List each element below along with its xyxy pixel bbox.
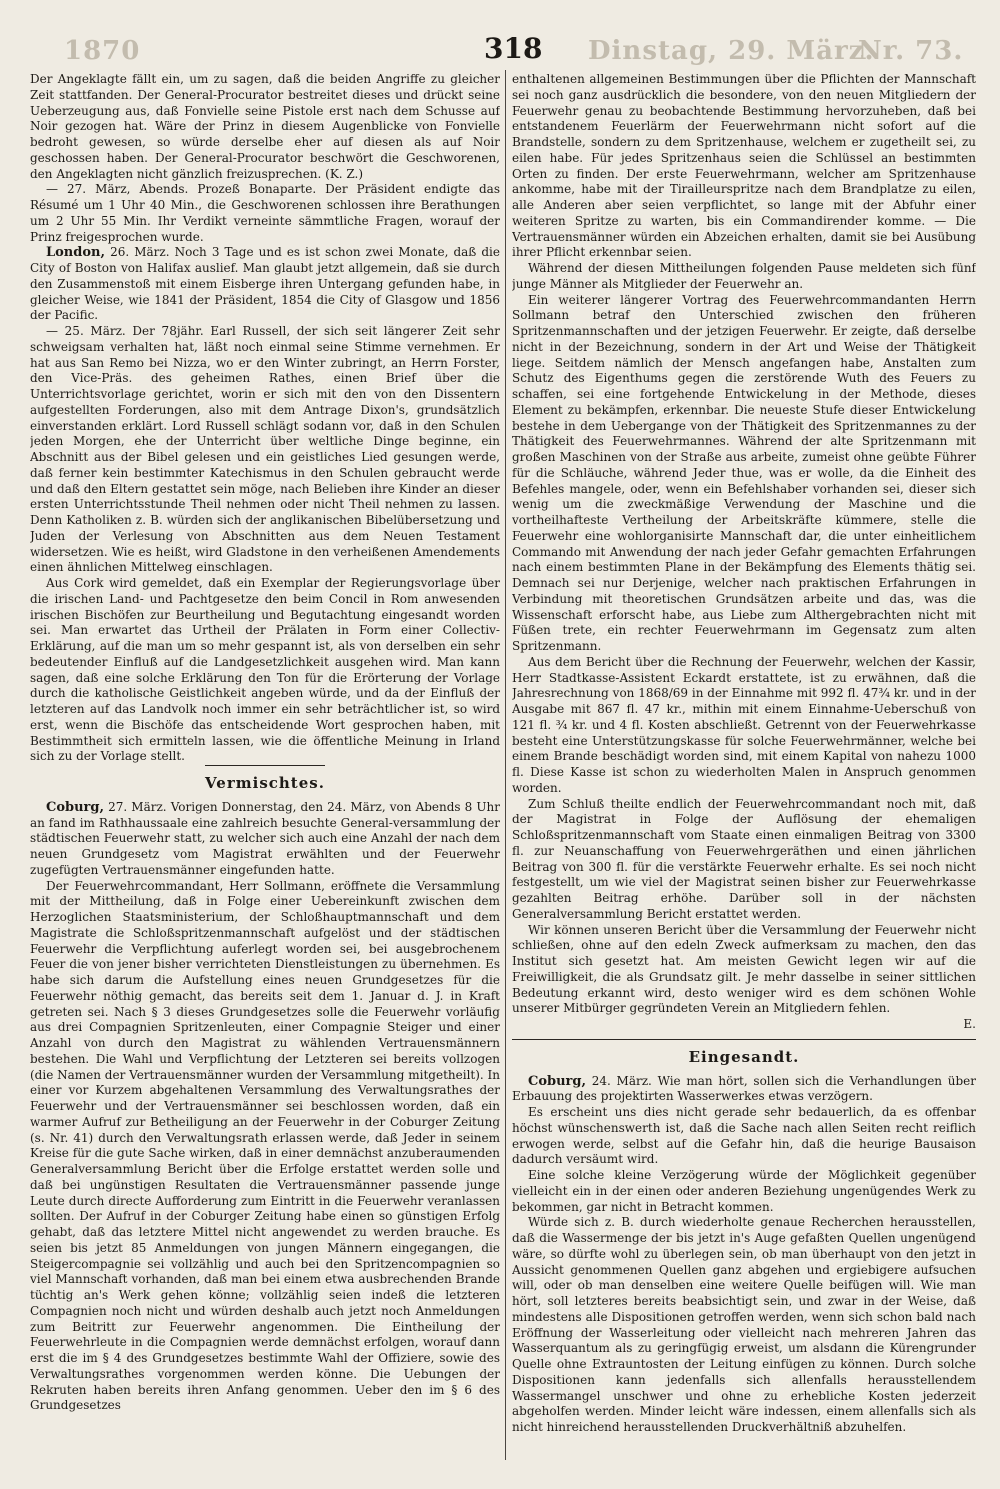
article-paragraph: Aus Cork wird gemeldet, daß ein Exemplar der Regierungsvorlage über die irischen Land- und Pachtgesetze den beim Concil in Rom anwesenden irischen Bischöfen zur Beurtheilung und Begutachtung eingesandt worden sei. Man erwartet das Urtheil der Prälaten in Form einer Collectiv-Erklärung, auf die man um so mehr gespannt ist, als von derselben ein sehr bedeutender Einfluß auf die Landgesetzlichkeit ausgehen wird. Man kann sagen, daß eine solche Erklärung den Ton für die Erörterung der Vorlage durch die katholische Geistlichkeit angeben würde, und da der Einfluß der letzteren auf das Landvolk noch immer ein sehr beträchtlicher ist, so wird erst, wenn die Bischöfe das entscheidende Wort gesprochen haben, mit Bestimmtheit sich ermitteln lassen, wie die öffentliche Meinung in Irland sich zu der Vorlage stellt. bbox=[30, 576, 500, 764]
coburg-text: 24. März. Wie man hört, sollen sich die Verhandlungen über Erbauung des projektirten Wasserwerkes etwas verzögern. bbox=[512, 1073, 976, 1104]
article-paragraph: Zum Schluß theilte endlich der Feuerwehrcommandant noch mit, daß der Magistrat in Folge der Auflösung der ehemaligen Schloßspritzenmannschaft vom Staate einen einmaligen Beitrag von 3300 fl. zur Neuanschaffung von Feuerwehrgeräthen und einen jährlichen Beitrag von 300 fl. für die verstärkte Feuerwehr erhalte. Es sei noch nicht festgestellt, um wie viel der Magistrat seinen bisher zur Feuerwehrkasse gezahlten Beitrag erhöhe. Darüber soll in der nächsten Generalversammlung Bericht erstattet werden. bbox=[512, 796, 976, 921]
article-paragraph: Aus dem Bericht über die Rechnung der Feuerwehr, welchen der Kassir, Herr Stadtkasse-Assistent Eckardt erstattete, ist zu erwähnen, daß die Jahresrechnung von 1868/69 in der Einnahme mit 992 fl. 47¾ kr. und in der Ausgabe mit 867 fl. 47 kr., mithin mit einem Einnahme-Ueberschuß von 121 fl. ¾ kr. und 4 fl. Kosten abschließt. Getrennt von der Feuerwehrkasse besteht eine Unterstützungskasse für solche Feuerwehrmänner, welche bei einem Brande beschädigt worden sind, mit einem Kapital von nahezu 1000 fl. Diese Kasse ist schon zu wiederholten Malen in Anspruch genommen worden. bbox=[512, 654, 976, 795]
article-paragraph: Es erscheint uns dies nicht gerade sehr bedauerlich, da es offenbar höchst wünschenswerth ist, daß die Sache nach allen Seiten recht reiflich erwogen werde, selbst auf die Gefahr hin, daß die heurige Bausaison dadurch versäumt wird. bbox=[512, 1105, 976, 1167]
section-heading-eingesandt: Eingesandt. bbox=[688, 1047, 800, 1066]
london-paragraph bbox=[30, 245, 500, 324]
section-rule bbox=[512, 1039, 976, 1040]
dateline-coburg: Coburg, bbox=[46, 799, 105, 815]
article-paragraph: Eine solche kleine Verzögerung würde der Möglichkeit gegenüber vielleicht ein in der einen oder anderen Beziehung ungenügendes Werk zu bekommen, gar nicht in Betracht kommen. bbox=[512, 1168, 976, 1214]
section-rule bbox=[205, 765, 325, 766]
article-paragraph: Ein weiterer längerer Vortrag des Feuerwehrcommandanten Herrn Sollmann betraf den Unterschied zwischen den früheren Spritzenmannschaften und der jetzigen Feuerwehr. Er zeigte, daß derselbe nicht in der Bezeichnung, sondern in der Art und Weise der Thätigkeit liege. Seitdem nämlich der Mensch angefangen habe, Anstalten zum Schutz des Eigenthums gegen die zerstörende Wuth des Feuers zu schaffen, sei eine fortgehende Entwickelung in der Methode, dieses Element zu bekämpfen, erkennbar. Die neueste Stufe dieser Entwickelung bestehe in dem Uebergange von der Thätigkeit des Spritzenmannes zu der Thätigkeit des Feuerwehrmannes. Während der alte Spritzenmann mit großen Maschinen von der Straße aus arbeite, zumeist ohne geübte Führer für die Schläuche, während Jeder thue, was er wolle, da die Einheit des Befehles mangele, oder, wenn ein Befehlshaber vorhanden sei, dieser sich wenig um die zweckmäßige Verwendung der Maschine und die vortheilhafteste Vertheilung der Arbeitskräfte kümmere, stelle die Feuerwehr eine wohlorganisirte Mannschaft dar, die unter einheitlichem Commando mit Anwendung der nach jeder Gefahr gemachten Erfahrungen nach einem bestimmten Plane in der Bekämpfung des Elements thätig sei. Demnach sei nur Derjenige, welcher nach praktischen Erfahrungen in Verbindung mit theoretischen Grundsätzen arbeite und das, was die Wissenschaft erforscht habe, aus Liebe zum Althergebrachten nicht mit Füßen trete, ein rechter Feuerwehrmann im Gegensatz zum alten Spritzenmann. bbox=[512, 292, 976, 653]
coburg-text: 27. März. Vorigen Donnerstag, den 24. März, von Abends 8 Uhr an fand im Rathhaussaale eine zahlreich besuchte General-versammlung der städtischen Feuerwehr statt, zu welcher sich auch eine Anzahl der nach dem neuen Grundgesetz vom Magistrat erwählten und der Feuerwehr zugefügten Vertrauensmänner eingefunden hatte. bbox=[30, 799, 500, 877]
header-year: 1870 bbox=[64, 36, 141, 66]
page-number: 318 bbox=[484, 32, 543, 65]
article-paragraph: Während der diesen Mittheilungen folgenden Pause meldeten sich fünf junge Männer als Mitglieder der Feuerwehr an. bbox=[512, 261, 976, 291]
article-paragraph: — 27. März, Abends. Prozeß Bonaparte. Der Präsident endigte das Résumé um 1 Uhr 40 Min., die Geschworenen schlossen ihre Berathungen um 2 Uhr 55 Min. Ihr Verdikt verneinte sämmtliche Fragen, worauf der Prinz freigesprochen wurde. bbox=[30, 182, 500, 244]
header-issue-number: Nr. 73. bbox=[858, 36, 964, 66]
page-header bbox=[0, 30, 1000, 70]
column-divider bbox=[505, 70, 506, 1460]
section-heading-vermischtes: Vermischtes. bbox=[205, 774, 325, 792]
article-paragraph: Der Angeklagte fällt ein, um zu sagen, daß die beiden Angriffe zu gleicher Zeit stattfanden. Der General-Procurator bestreitet dieses und drückt seine Ueberzeugung aus, daß Fonvielle seine Pistole erst nach dem Schusse auf Noir gezogen hat. Wäre der Prinz in diesem Augenblicke von Fonvielle bedroht gewesen, so würde derselbe eher auf diesen als auf Noir geschossen haben. Der General-Procurator beschwört die Geschworenen, den Angeklagten nicht gänzlich freizusprechen. (K. Z.) bbox=[30, 72, 500, 181]
header-date: Dinstag, 29. März. bbox=[588, 36, 875, 66]
article-paragraph: Wir können unseren Bericht über die Versammlung der Feuerwehr nicht schließen, ohne auf den edeln Zweck aufmerksam zu machen, den das Institut sich gesetzt hat. Am meisten Gewicht legen wir auf die Freiwilligkeit, die als Grundsatz gilt. Je mehr dasselbe in seiner sittlichen Bedeutung erkannt wird, desto weniger wird es dem schönen Wohle unserer Mitbürger gegründeten Verein an Mitgliedern fehlen. bbox=[512, 922, 976, 1016]
article-paragraph: — 25. März. Der 78jähr. Earl Russell, der sich seit längerer Zeit sehr schweigsam verhalten hat, läßt noch einmal seine Stimme vernehmen. Er hat aus San Remo bei Nizza, wo er den Winter zubringt, an Herrn Forster, den Vice-Präs. des geheimen Rathes, einen Brief über die Unterrichtsvorlage gerichtet, worin er sich mit den von den Dissentern aufgestellten Forderungen, also mit dem Antrage Dixon's, grundsätzlich einverstanden erklärt. Lord Russell schlägt sodann vor, daß in den Schulen jeden Morgen, ehe der Unterricht über weltliche Dinge beginne, ein Abschnitt aus der Bibel gelesen und ein geistliches Lied gesungen werde, daß ferner kein bestimmter Katechismus in den Schulen gebraucht werde und daß den Eltern gestattet sein möge, nach Belieben ihre Kinder an dieser ersten Unterrichtsstunde Theil nehmen oder nicht Theil nehmen zu lassen. Denn Katholiken z. B. würden sich der anglikanischen Bibelübersetzung und Juden der Verlesung von Abschnitten aus dem Neuen Testament widersetzen. Wie es heißt, wird Gladstone in den verheißenen Amendements einen ähnlichen Mittelweg einschlagen. bbox=[30, 324, 500, 575]
dateline-coburg: Coburg, bbox=[528, 1073, 587, 1089]
coburg-paragraph bbox=[512, 1074, 976, 1106]
coburg-paragraph bbox=[30, 800, 500, 879]
article-paragraph: enthaltenen allgemeinen Bestimmungen über die Pflichten der Mannschaft sei noch ganz ausdrücklich die besondere, von den neuen Mitgliedern der Feuerwehr genau zu beobachtende Bestimmung hervorzuheben, daß bei entstandenem Feuerlärm der Feuerwehrmann nicht sofort auf die Brandstelle, sondern zu dem Spritzenhause, welchem er zugetheilt sei, zu eilen habe. Für jedes Spritzenhaus seien die Schlüssel an bestimmten Orten zu finden. Der erste Feuerwehrmann, welcher am Spritzenhause ankomme, habe mit der Tirailleurspritze nach dem Brandplatze zu eilen, alle Anderen aber seien verpflichtet, so lange mit der Abfuhr einer weiteren Spritze zu warten, bis ein Commandirender komme. — Die Vertrauensmänner würden ein Abzeichen erhalten, damit sie bei Ausübung ihrer Pflicht erkennbar seien. bbox=[512, 72, 976, 260]
london-text: 26. März. Noch 3 Tage und es ist schon zwei Monate, daß die City of Boston von Halifax auslief. Man glaubt jetzt allgemein, daß sie durch den Zusammenstoß mit einem Eisberge ihren Untergang gefunden habe, in gleicher Weise, wie 1841 der Präsident, 1854 die City of Glasgow und 1856 der Pacific. bbox=[30, 245, 500, 323]
article-paragraph: Würde sich z. B. durch wiederholte genaue Recherchen herausstellen, daß die Wassermenge der bis jetzt in's Auge gefaßten Quellen ungenügend wäre, so dürfte wohl zu überlegen sein, ob man überhaupt von den jetzt in Aussicht genommenen Quellen ganz abgehen und ergiebigere aufsuchen will, oder ob man denselben eine weitere Quelle beifügen will. Wie man hört, soll letzteres bereits beabsichtigt sein, und zwar in der Weise, daß mindestens alle Dispositionen getroffen werden, wenn sich schon bald nach Eröffnung der Wasserleitung oder vielleicht nach mehreren Jahren das Wasserquantum als zu geringfügig erweist, um alsdann die Kürengrunder Quelle ohne Extrauntosten der Leitung einfügen zu können. Durch solche Dispositionen kann jedenfalls sich allenfalls herausstellendem Wassermangel unschwer und ohne zu erhebliche Kosten jederzeit abgeholfen werden. Minder leicht wäre indessen, einem allenfalls sich als nicht hinreichend herausstellenden Druckverhältniß abzuhelfen. bbox=[512, 1215, 976, 1434]
left-column bbox=[30, 72, 500, 1457]
article-paragraph: Der Feuerwehrcommandant, Herr Sollmann, eröffnete die Versammlung mit der Mittheilung, daß in Folge einer Uebereinkunft zwischen dem Herzoglichen Staatsministerium, der Schloßhauptmannschaft und dem Magistrate die Schloßspritzenmannschaft aufgelöst und der städtischen Feuerwehr die Verpflichtung auferlegt worden sei, bei ausgebrochenem Feuer die von jener bisher verrichteten Dienstleistungen zu übernehmen. Es habe sich darum die Aufstellung eines neuen Grundgesetzes für die Feuerwehr nöthig gemacht, das bereits seit dem 1. Januar d. J. in Kraft getreten sei. Nach § 3 dieses Grundgesetzes solle die Feuerwehr vorläufig aus drei Compagnien Spritzenleuten, einer Compagnie Steiger und einer Anzahl von durch den Magistrat zu wählenden Vertrauensmännern bestehen. Die Wahl und Verpflichtung der Letzteren sei bereits vollzogen (die Namen der Vertrauensmänner wurden der Versammlung mitgetheilt). In einer vor Kurzem abgehaltenen Versammlung des Verwaltungsrathes der Feuerwehr und der Vertrauensmänner sei beschlossen worden, daß ein warmer Aufruf zur Betheiligung an der Feuerwehr in der Coburger Zeitung (s. Nr. 41) durch den Verwaltungsrath erlassen werde, daß Jeder in seinem Kreise für die gute Sache wirken, daß in einer demnächst anzuberaumenden Generalversammlung Bericht über die Erfolge erstattet werden solle und daß bei ungünstigen Resultaten die Vertrauensmänner passende junge Leute durch directe Aufforderung zum Eintritt in die Feuerwehr veranlassen sollten. Der Aufruf in der Coburger Zeitung habe einen so günstigen Erfolg gehabt, daß das letztere Mittel nicht angewendet zu werden brauche. Es seien bis jetzt 85 Anmeldungen von jungen Männern eingegangen, die Steigercompagnie sei vollzählig und auch bei den Spritzencompagnien so viel Mannschaft vorhanden, daß man bei einem etwa ausbrechenden Brande tüchtig an's Werk gehen könne; vollzählig seien indeß die letzteren Compagnien noch nicht und würden deshalb auch jetzt noch Anmeldungen zum Beitritt zur Feuerwehr angenommen. Die Eintheilung der Feuerwehrleute in die Compagnien werde demnächst erfolgen, worauf dann erst die im § 4 des Grundgesetzes bestimmte Wahl der Offiziere, sowie des Verwaltungsrathes vorgenommen werden könne. Die Uebungen der Rekruten haben bereits ihren Anfang genommen. Ueber den im § 6 des Grundgesetzes bbox=[30, 878, 500, 1413]
author-signature: E. bbox=[963, 1017, 976, 1031]
right-column bbox=[512, 72, 976, 1457]
dateline-london: London, bbox=[46, 245, 106, 261]
